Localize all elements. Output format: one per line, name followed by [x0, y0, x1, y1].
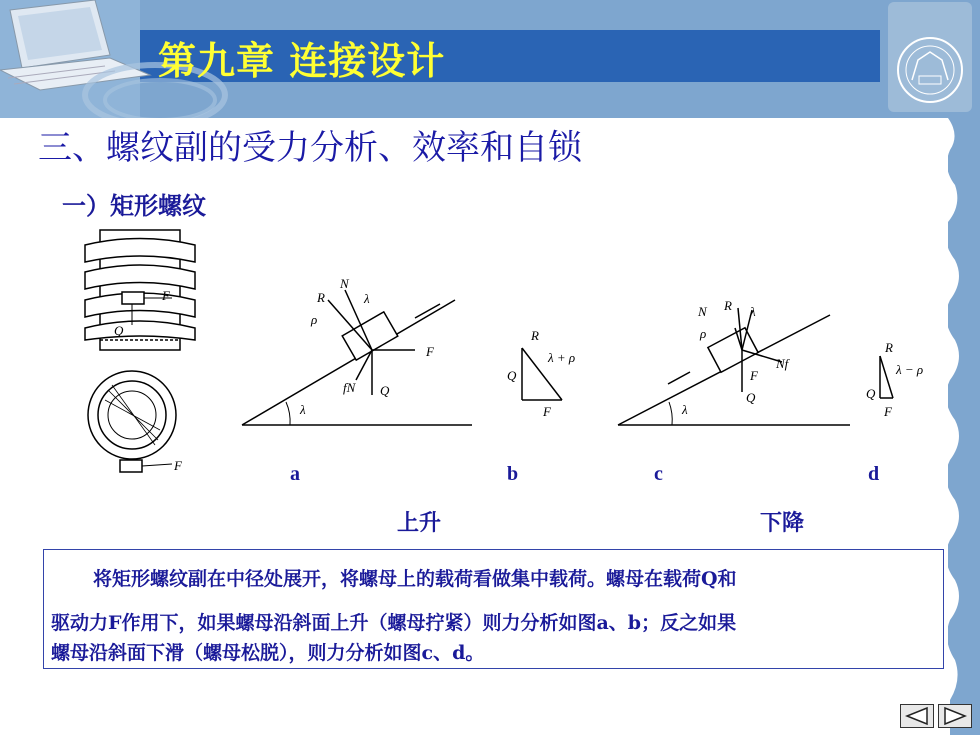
label-F-d: F — [884, 404, 892, 419]
label-Q-c: Q — [746, 390, 756, 405]
label-N-c: N — [698, 304, 707, 319]
label-lambda-a: λ — [364, 291, 370, 306]
panel-label-c: c — [654, 463, 663, 485]
description-line-3: 螺母沿斜面下滑（螺母松脱），则力分析如图c、d。 — [51, 642, 485, 664]
next-slide-button[interactable] — [938, 704, 972, 728]
sub-title: 一）矩形螺纹 — [62, 191, 206, 220]
screw-top-view — [88, 371, 176, 472]
section-title: 三、螺纹副的受力分析、效率和自锁 — [38, 128, 582, 168]
label-F-b: F — [543, 404, 551, 419]
description-line-1: 将矩形螺纹副在中径处展开，将螺母上的载荷看做集中载荷。螺母在载荷Q和 — [93, 568, 737, 590]
label-lambda-c: λ — [750, 304, 756, 319]
label-F-top: F — [174, 458, 182, 473]
label-R-c: R — [724, 298, 732, 313]
label-F-side: F — [162, 288, 170, 303]
label-F-c: F — [750, 368, 758, 383]
label-R-b: R — [531, 328, 539, 343]
panel-label-d: d — [868, 463, 880, 485]
label-rho-c: ρ — [700, 326, 707, 341]
label-lambda-plus-rho-b: λ + ρ — [548, 350, 576, 365]
chapter-title: 第九章 连接设计 — [158, 39, 446, 83]
screw-side-view — [85, 230, 195, 350]
caption-down: 下降 — [760, 511, 805, 536]
label-Q-a: Q — [380, 383, 390, 398]
label-rho-a: ρ — [311, 312, 318, 327]
triangle-left-icon — [901, 705, 933, 727]
label-R-d: R — [885, 340, 893, 355]
triangle-d — [880, 356, 893, 398]
panel-label-a: a — [290, 463, 300, 485]
panel-label-b: b — [507, 463, 519, 485]
previous-slide-button[interactable] — [900, 704, 934, 728]
label-Q-b: Q — [507, 368, 517, 383]
label-R-a: R — [317, 290, 325, 305]
label-Q-d: Q — [866, 386, 876, 401]
label-lambda-c2: λ — [682, 402, 688, 417]
label-lambda-a2: λ — [300, 402, 306, 417]
description-line-2: 驱动力F作用下，如果螺母沿斜面上升（螺母拧紧）则力分析如图a、b；反之如果 — [51, 612, 737, 634]
description-box — [43, 549, 944, 669]
label-N-a: N — [340, 276, 349, 291]
label-Q-side: Q — [114, 323, 124, 338]
label-F-a: F — [426, 344, 434, 359]
label-Nf-c: Nf — [776, 356, 789, 371]
incline-c — [618, 308, 850, 425]
label-lambda-minus-rho-d: λ − ρ — [896, 362, 924, 377]
incline-a — [242, 290, 472, 425]
triangle-right-icon — [939, 705, 971, 727]
caption-up: 上升 — [397, 511, 442, 536]
label-fN-a: fN — [343, 380, 356, 395]
